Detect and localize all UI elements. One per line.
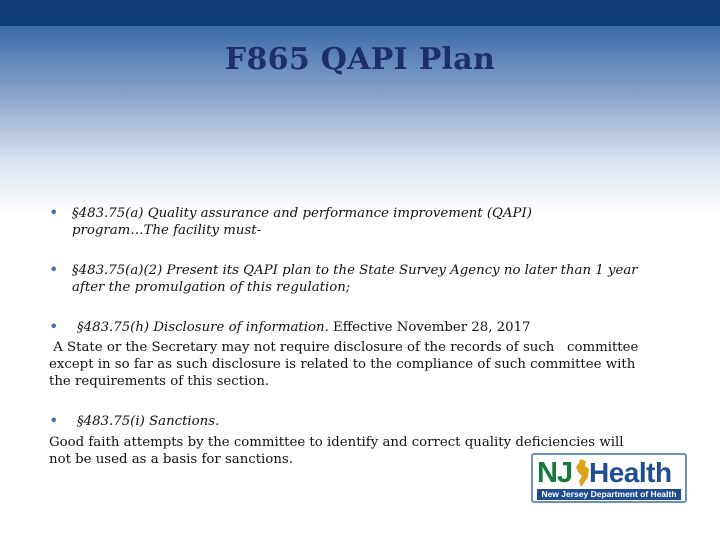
bullet-2-line-1: §483.75(a)(2) Present its QAPI plan to the State Survey Agency no later than 1 year	[72, 263, 638, 278]
logo-health-text: Health	[589, 457, 672, 488]
bullet-3-body-line-2: except in so far as such disclosure is related to the compliance of such committee with	[49, 357, 636, 372]
slide-title: F865 QAPI Plan	[224, 42, 496, 77]
bullet-3-body-line-1: A State or the Secretary may not require disclosure of the records of such committee	[49, 340, 639, 355]
logo-wordmark	[537, 457, 683, 489]
bullet-2-line-2: after the promulgation of this regulation;	[72, 280, 351, 295]
logo-subtitle: New Jersey Department of Health	[541, 489, 677, 499]
logo-nj-text: NJ	[537, 457, 573, 489]
bullet-1-line-2: program…The facility must-	[72, 223, 262, 238]
logo-subtitle-bar	[537, 489, 681, 500]
nj-health-logo	[531, 453, 687, 503]
bullet-3-body-line-3: the requirements of this section.	[49, 374, 270, 389]
bullet-4-body-line-1: Good faith attempts by the committee to identify and correct quality deficiencies will	[49, 435, 624, 450]
bullet-1-line-1: §483.75(a) Quality assurance and performance improvement (QAPI)	[72, 206, 532, 221]
bullet-3-heading	[77, 319, 531, 336]
bullet-4-heading: §483.75(i) Sanctions.	[77, 414, 220, 429]
bullet-icon: •	[49, 203, 59, 222]
bullet-4-body-line-2: not be used as a basis for sanctions.	[49, 452, 293, 467]
bullet-3-heading-date: Effective November 28, 2017	[328, 320, 531, 335]
top-header-bar	[0, 0, 720, 26]
new-jersey-state-icon	[574, 459, 590, 487]
bullet-icon: •	[49, 317, 59, 336]
bullet-3-heading-italic: §483.75(h) Disclosure of information.	[77, 320, 329, 335]
bullet-icon: •	[49, 260, 59, 279]
bullet-icon: •	[49, 411, 59, 430]
